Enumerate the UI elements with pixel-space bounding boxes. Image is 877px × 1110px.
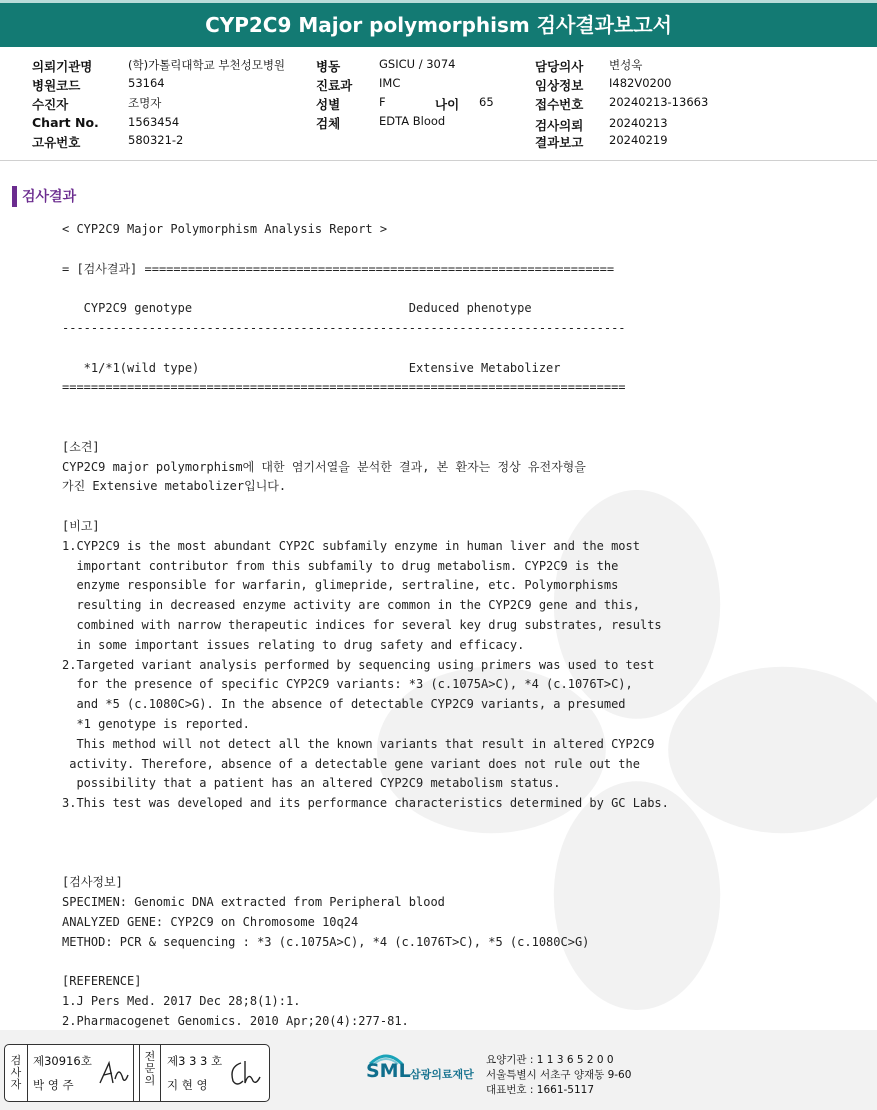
info-label: 고유번호: [32, 135, 81, 150]
info-value: 변성욱: [609, 58, 643, 72]
info-value: 조명자: [128, 96, 162, 110]
specialist-label-cell: [139, 1045, 161, 1101]
report-line: activity. Therefore, absence of a detectable gene variant does not rule out the: [62, 756, 640, 771]
report-line: [REFERENCE]: [62, 974, 142, 989]
report-line: [비고]: [62, 518, 100, 533]
info-label: 성별: [316, 97, 341, 112]
info-label: 의뢰기관명: [32, 59, 93, 74]
inspector-label-cell: [5, 1045, 28, 1101]
report-line: *1 genotype is reported.: [62, 716, 250, 731]
report-line: 2.Pharmacogenet Genomics. 2010 Apr;20(4):277-81.: [62, 1013, 409, 1028]
info-label: 진료과: [316, 78, 353, 93]
info-label-age: 나이: [435, 97, 460, 112]
org-info-line: 대표번호 : 1661-5117: [486, 1084, 595, 1096]
report-title: CYP2C9 Major polymorphism 검사결과보고서: [205, 13, 672, 37]
report-body: [62, 220, 822, 1032]
info-value-age: 65: [479, 95, 494, 109]
specialist-signature: [227, 1057, 263, 1089]
info-label: 병동: [316, 59, 341, 74]
signature-box: [4, 1044, 270, 1102]
org-contact-info: [486, 1053, 631, 1098]
report-line: [62, 814, 822, 834]
info-value: 20240219: [609, 133, 668, 147]
inspector-license: 제30916호: [33, 1054, 92, 1068]
info-label: 임상정보: [535, 78, 584, 93]
report-line: < CYP2C9 Major Polymorphism Analysis Report >: [62, 222, 388, 236]
org-info-line: 요양기관 : 1 1 3 6 5 2 0 0: [486, 1054, 614, 1066]
report-line: for the presence of specific CYP2C9 variants: *3 (c.1075A>C), *4 (c.1076T>C),: [62, 677, 633, 692]
report-line: resulting in decreased enzyme activity are common in the CYP2C9 gene and this,: [62, 598, 640, 613]
info-value: I482V0200: [609, 76, 672, 90]
report-title-bar: [0, 0, 877, 47]
report-line: This method will not detect all the known variants that result in altered CYP2C9: [62, 736, 655, 751]
report-line: [62, 418, 822, 438]
section-title: 검사결과: [22, 189, 77, 205]
info-label: 결과보고: [535, 135, 584, 150]
logo-text: SML: [366, 1060, 411, 1082]
report-line: CYP2C9 major polymorphism에 대한 염기서열을 분석한 결과, 본 환자는 정상 유전자형을: [62, 459, 586, 474]
report-line: 가진 Extensive metabolizer입니다.: [62, 479, 287, 494]
report-line: [62, 398, 822, 418]
report-line: 1.J Pers Med. 2017 Dec 28;8(1):1.: [62, 994, 301, 1009]
org-name: 삼광의료재단: [410, 1068, 474, 1081]
info-value: GSICU / 3074: [379, 57, 456, 71]
report-line: enzyme responsible for warfarin, glimepride, sertraline, etc. Polymorphisms: [62, 578, 619, 593]
report-line: *1/*1(wild type) Extensive Metabolizer: [62, 360, 561, 375]
report-line: 1.CYP2C9 is the most abundant CYP2C subfamily enzyme in human liver and the most: [62, 538, 640, 553]
info-value: IMC: [379, 76, 401, 90]
report-line: 2.Targeted variant analysis performed by sequencing using primers was used to test: [62, 657, 655, 672]
report-line: important contributor from this subfamily to drug metabolism. CYP2C9 is the: [62, 558, 619, 573]
specialist-license: 제3 3 3 호: [167, 1054, 223, 1068]
report-line: METHOD: PCR & sequencing : *3 (c.1075A>C), *4 (c.1076T>C), *5 (c.1080C>G): [62, 934, 590, 949]
inspector-label: 검 사 자: [10, 1054, 22, 1091]
report-line: possibility that a patient has an altered CYP2C9 metabolism status.: [62, 776, 561, 791]
report-line: CYP2C9 genotype Deduced phenotype: [62, 301, 532, 316]
report-line: [62, 497, 822, 517]
info-label: 검체: [316, 116, 341, 131]
report-line: SPECIMEN: Genomic DNA extracted from Peripheral blood: [62, 895, 445, 910]
info-value: 1563454: [128, 115, 180, 129]
info-label: 담당의사: [535, 59, 584, 74]
report-line: [62, 279, 822, 299]
report-line: [소견]: [62, 439, 100, 454]
report-line: and *5 (c.1080C>G). In the absence of detectable CYP2C9 variants, a presumed: [62, 697, 626, 712]
report-line: in some important issues relating to drug safety and efficacy.: [62, 637, 525, 652]
specialist-name: 지 현 영: [167, 1078, 208, 1092]
info-label: 수진자: [32, 97, 69, 112]
info-label: 병원코드: [32, 78, 81, 93]
specialist-label: 전 문 의: [144, 1050, 156, 1087]
info-value: (학)가톨릭대학교 부천성모병원: [128, 58, 286, 72]
info-label: 검사의뢰: [535, 118, 584, 133]
report-line: [62, 240, 822, 260]
report-line: [62, 854, 822, 874]
report-line: ANALYZED GENE: CYP2C9 on Chromosome 10q24: [62, 914, 359, 929]
inspector-signature: [97, 1057, 131, 1089]
info-value: 53164: [128, 76, 165, 90]
org-info-line: 서울특별시 서초구 양재동 9-60: [486, 1069, 632, 1081]
report-line: combined with narrow therapeutic indices for several key drug substrates, results: [62, 617, 662, 632]
header-divider: [0, 160, 877, 161]
report-line: = [검사결과] =================================================================: [62, 261, 615, 276]
info-label: 접수번호: [535, 97, 584, 112]
info-label: Chart No.: [32, 115, 99, 130]
info-value: F: [379, 95, 386, 109]
info-value: 20240213: [609, 116, 668, 130]
info-value: 20240213-13663: [609, 95, 709, 109]
info-value: EDTA Blood: [379, 114, 446, 128]
report-line: ------------------------------------------------------------------------------: [62, 320, 626, 335]
report-line: [62, 952, 822, 972]
report-line: [62, 339, 822, 359]
report-line: 3.This test was developed and its performance characteristics determined by GC Labs.: [62, 796, 669, 811]
section-marker: [12, 186, 17, 207]
report-line: [62, 834, 822, 854]
report-line: [검사정보]: [62, 875, 123, 890]
report-line: ==============================================================================: [62, 380, 626, 395]
info-value: 580321-2: [128, 133, 184, 147]
inspector-name: 박 영 주: [33, 1078, 74, 1092]
